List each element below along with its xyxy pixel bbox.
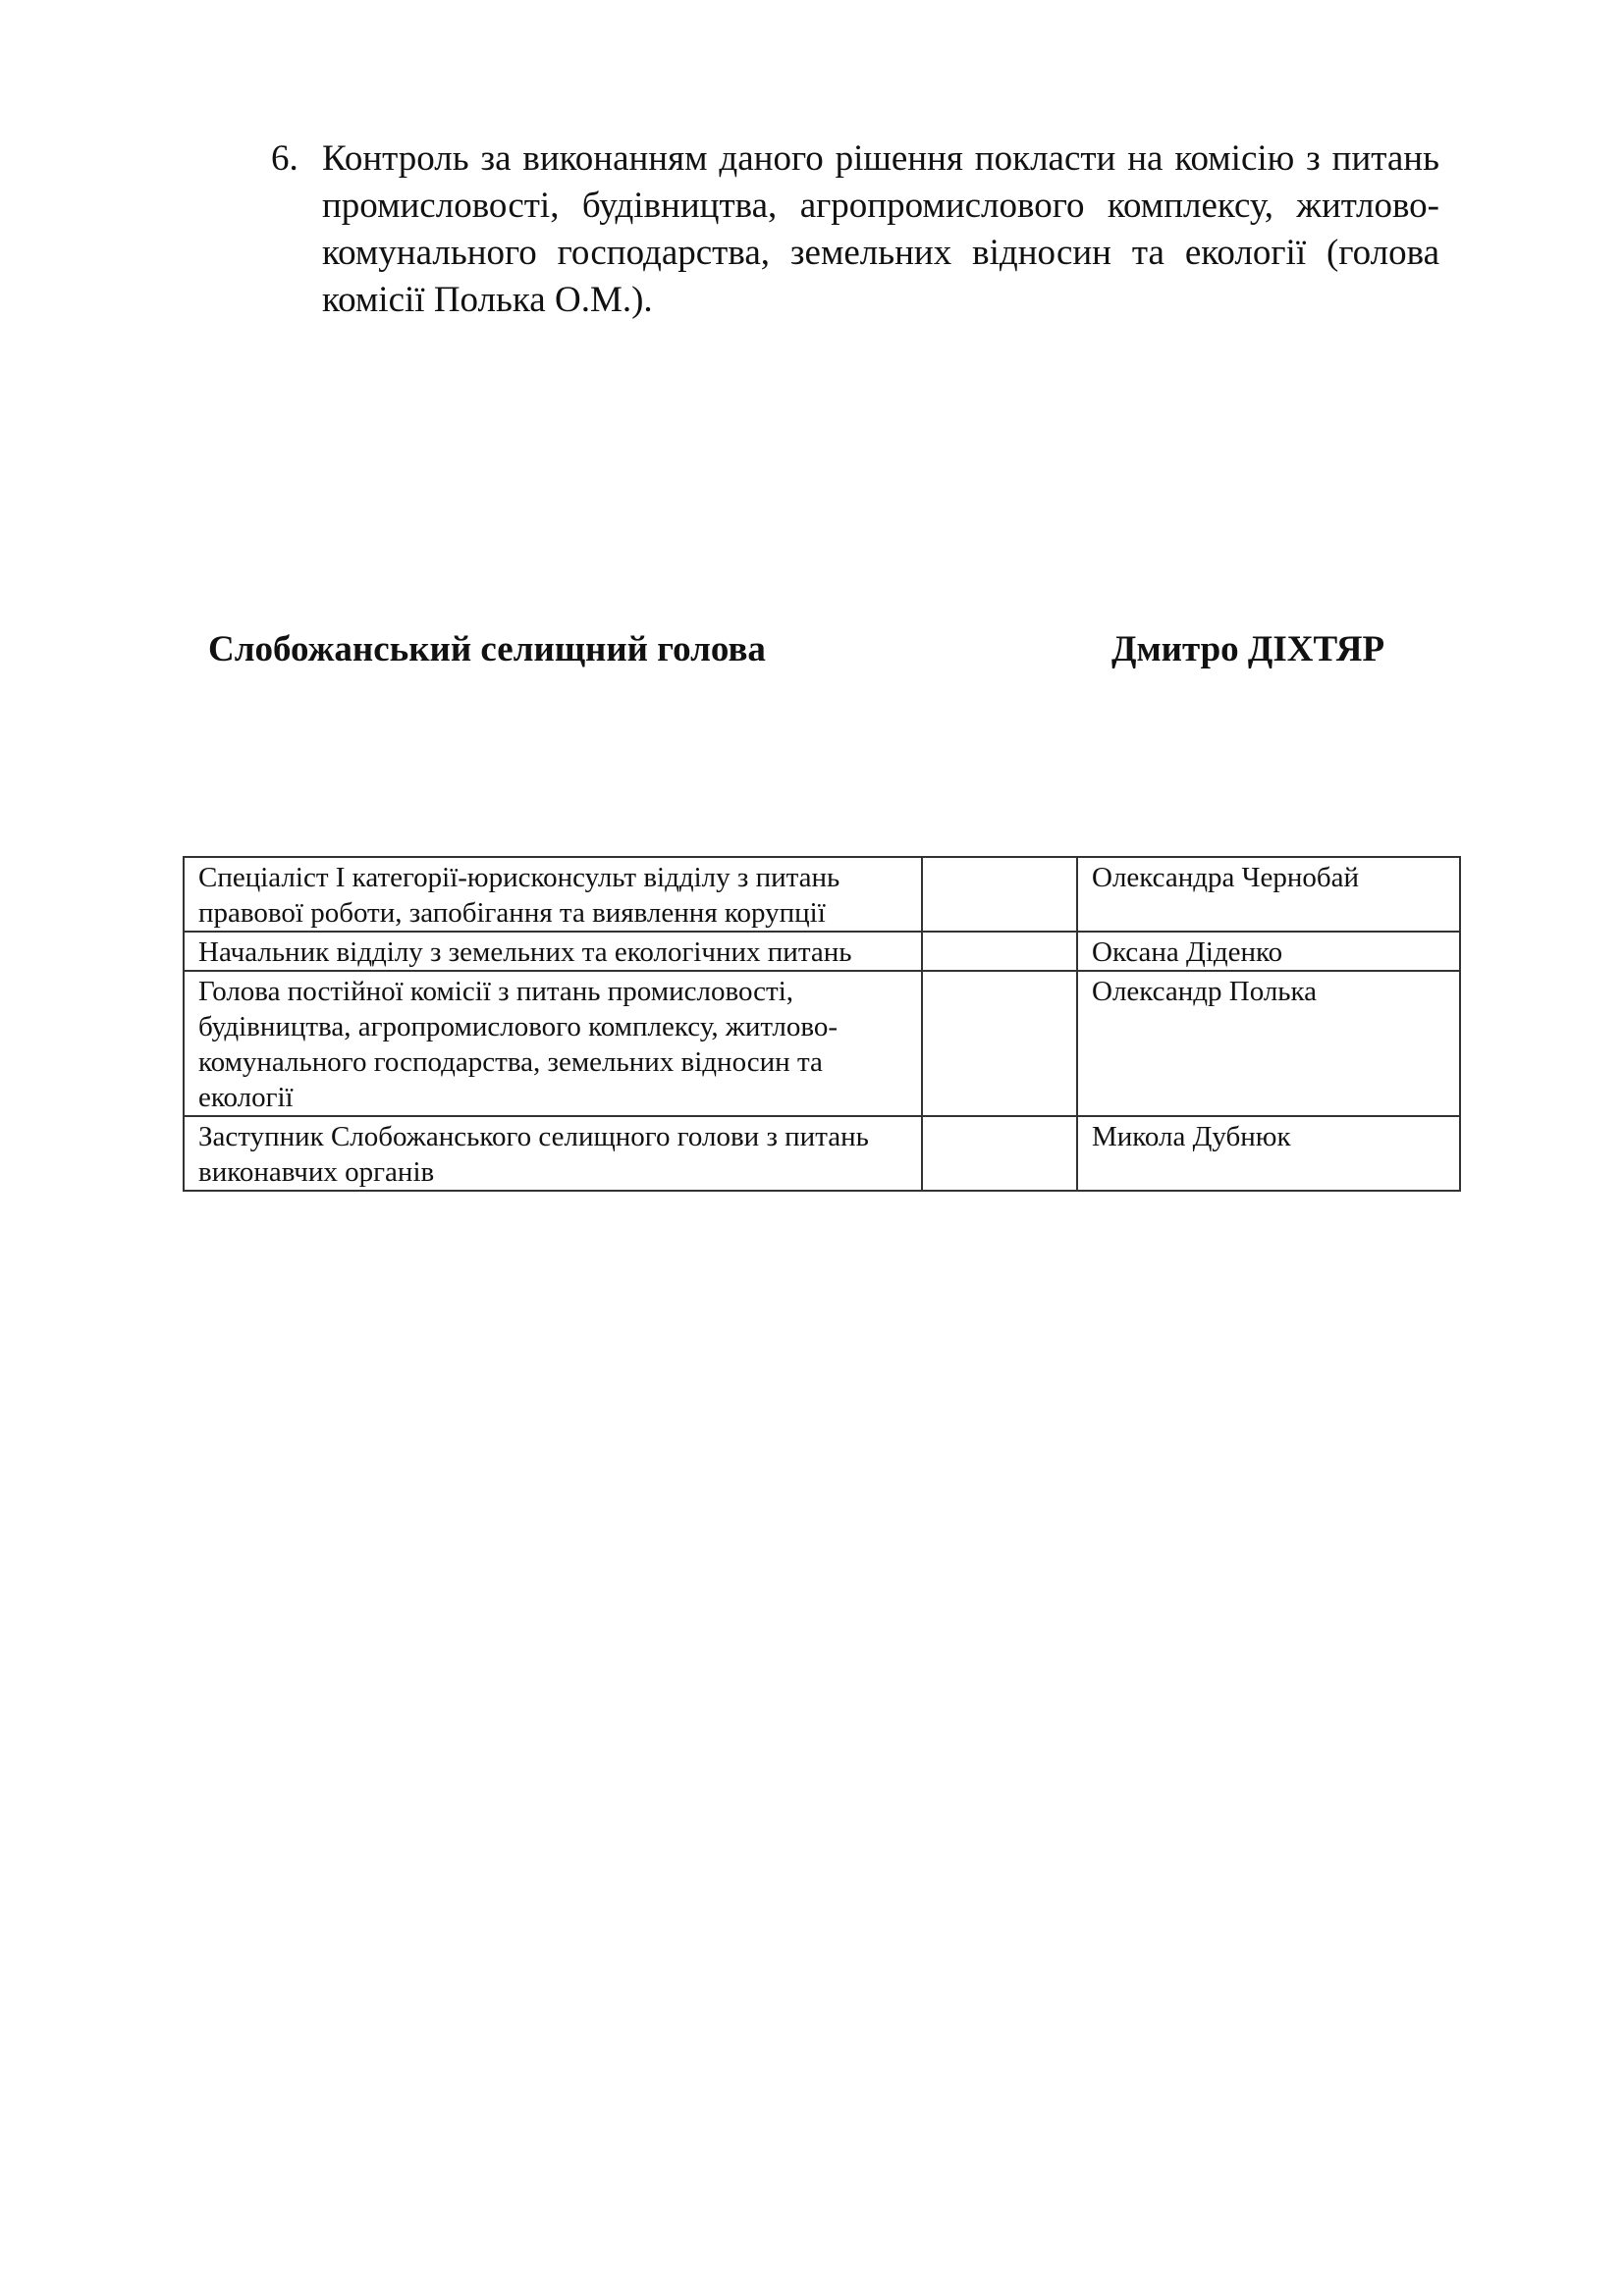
signatory-name: Дмитро ДІХТЯР	[1111, 629, 1385, 669]
table-row	[184, 857, 1460, 932]
item-number: 6.	[271, 138, 298, 179]
position-cell: Голова постійної комісії з питань промисловості, будівництва, агропромислового комплексу, житлово-комунального господарства, земельних відносин та екології	[184, 971, 922, 1116]
name-cell: Микола Дубнюк	[1077, 1116, 1460, 1191]
item-text: Контроль за виконанням даного рішення покласти на комісію з питань промисловості, будівництва, агропромислового комплексу, житлово-комунального господарства, земельних відносин та екології (голова комісії Полька О.М.).	[322, 138, 1439, 320]
signature-cell	[922, 971, 1077, 1116]
name-cell: Оксана Діденко	[1077, 932, 1460, 971]
position-cell: Спеціаліст І категорії-юрисконсульт відділу з питань правової роботи, запобігання та виявлення корупції	[184, 857, 922, 932]
decision-item-6	[271, 135, 1439, 324]
signature-cell	[922, 857, 1077, 932]
signatory-title: Слобожанський селищний голова	[208, 629, 766, 669]
approval-table	[183, 856, 1461, 1192]
position-cell: Начальник відділу з земельних та екологічних питань	[184, 932, 922, 971]
signature-cell	[922, 932, 1077, 971]
table-row	[184, 1116, 1460, 1191]
signature-cell	[922, 1116, 1077, 1191]
position-cell: Заступник Слобожанського селищного голови з питань виконавчих органів	[184, 1116, 922, 1191]
name-cell: Олександр Полька	[1077, 971, 1460, 1116]
table-row	[184, 971, 1460, 1116]
table-row	[184, 932, 1460, 971]
name-cell: Олександра Чернобай	[1077, 857, 1460, 932]
